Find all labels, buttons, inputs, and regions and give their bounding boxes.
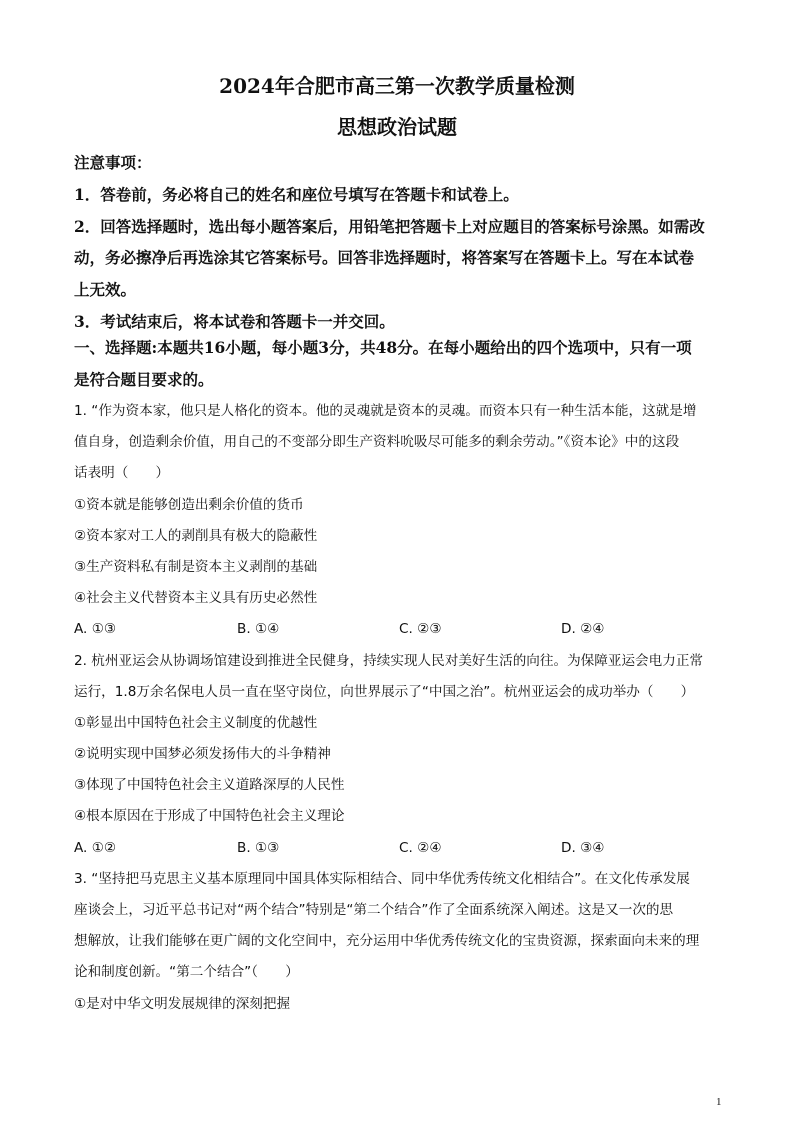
option-a: A. ①② [74, 839, 117, 856]
option-d: D. ③④ [561, 839, 605, 856]
statement-item: ④根本原因在于形成了中国特色社会主义理论 [74, 808, 345, 825]
notice-block [74, 147, 730, 338]
statement-item: ④社会主义代替资本主义具有历史必然性 [74, 590, 318, 607]
question-stem-line: 运行，1.8万余名保电人员一直在坚守岗位，向世界展示了“中国之治”。杭州亚运会的成功举办（ ） [74, 683, 695, 700]
question-stem-line: 1. “作为资本家，他只是人格化的资本。他的灵魂就是资本的灵魂。而资本只有一种生活本能，这就是增 [74, 403, 697, 419]
statement-item: ①彰显出中国特色社会主义制度的优越性 [74, 714, 318, 731]
statement-item: ③体现了中国特色社会主义道路深厚的人民性 [74, 777, 345, 794]
option-a: A. ①③ [74, 621, 117, 638]
section-heading-line: 是符合题目要求的。 [74, 369, 214, 389]
question-stem-line: 3. “坚持把马克思主义基本原理同中国具体实际相结合、同中华优秀传统文化相结合”。在文化传承发展 [74, 870, 690, 887]
notice-line: 动，务必擦净后再选涂其它答案标号。回答非选择题时，将答案写在答题卡上。写在本试卷 [74, 248, 695, 268]
statement-item: ①资本就是能够创造出剩余价值的货币 [74, 496, 304, 513]
exam-subtitle: 思想政治试题 [337, 115, 457, 139]
notice-line: 2．回答选择题时，选出每小题答案后，用铅笔把答题卡上对应题目的答案标号涂黑。如需改 [74, 216, 705, 236]
question-3 [74, 864, 734, 1020]
questions-list [74, 396, 734, 1020]
question-stem-line: 想解放，让我们能够在更广阔的文化空间中，充分运用中华优秀传统文化的宝贵资源，探索面向未来的理 [74, 933, 700, 950]
answer-options [74, 833, 734, 864]
question-1 [74, 396, 734, 646]
option-d: D. ②④ [561, 621, 605, 638]
question-stem-line: 论和制度创新。“第二个结合”（ ） [74, 964, 299, 981]
statement-item: ③生产资料私有制是资本主义剥削的基础 [74, 558, 318, 575]
option-c: C. ②④ [399, 839, 442, 856]
page-number: 1 [716, 1096, 722, 1108]
option-b: B. ①③ [237, 839, 280, 856]
question-stem-line: 座谈会上，习近平总书记对“两个结合”特别是“第二个结合”作了全面系统深入阐述。这是又一次的思 [74, 902, 674, 918]
statement-item: ①是对中华文明发展规律的深刻把握 [74, 995, 291, 1012]
answer-options [74, 614, 734, 645]
statement-item: ②资本家对工人的剥削具有极大的隐蔽性 [74, 527, 318, 544]
question-stem-line: 2. 杭州亚运会从协调场馆建设到推进全民健身，持续实现人民对美好生活的向往。为保障亚运会电力正常 [74, 652, 704, 669]
notice-line: 1．答卷前，务必将自己的姓名和座位号填写在答题卡和试卷上。 [74, 184, 519, 204]
section-heading [74, 332, 730, 395]
statement-item: ②说明实现中国梦必须发扬伟大的斗争精神 [74, 746, 331, 763]
section-heading-line: 一、选择题:本题共16小题，每小题3分，共48分。在每小题给出的四个选项中，只有一项 [74, 338, 692, 357]
question-stem-line: 值自身，创造剩余价值，用自己的不变部分即生产资料吮吸尽可能多的剩余劳动。”《资本论》中的这段 [74, 434, 680, 451]
question-stem-line: 话表明（ ） [74, 465, 170, 482]
option-b: B. ①④ [237, 621, 280, 638]
option-c: C. ②③ [399, 621, 442, 638]
notice-heading: 注意事项： [74, 153, 152, 172]
notice-line: 上无效。 [74, 280, 137, 300]
exam-title: 2024年合肥市高三第一次教学质量检测 [219, 74, 575, 98]
question-2 [74, 646, 734, 864]
notice-line: 3．考试结束后，将本试卷和答题卡一并交回。 [74, 311, 395, 331]
